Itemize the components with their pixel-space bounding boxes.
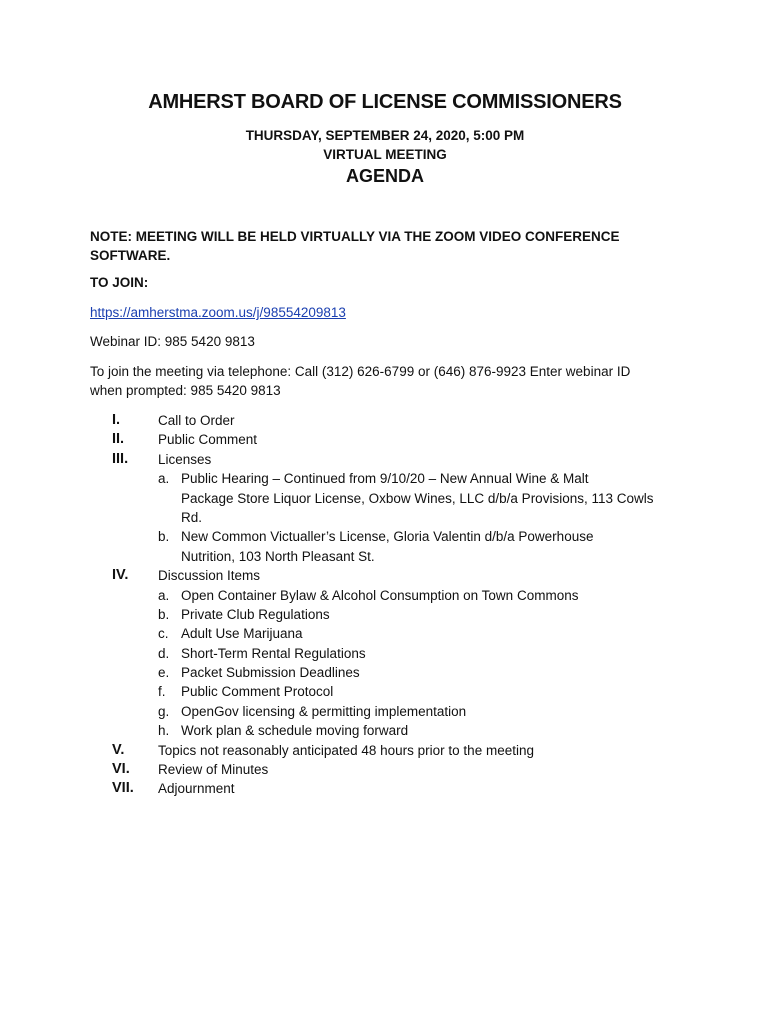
- agenda-heading: AGENDA: [345, 166, 424, 186]
- phone-instructions: [90, 362, 690, 400]
- sub-item-text: Public Hearing – Continued from 9/10/20 – New Annual Wine & Malt: [181, 471, 589, 487]
- item-number: III.: [112, 450, 129, 467]
- document-title: AMHERST BOARD OF LICENSE COMMISSIONERS: [148, 91, 622, 113]
- sub-item-letter: c.: [158, 626, 169, 642]
- agenda-items: [90, 411, 690, 799]
- sub-item: [90, 663, 690, 682]
- item-number: IV.: [112, 567, 129, 584]
- item-number: I.: [112, 412, 121, 428]
- sub-item-letter: a.: [158, 587, 170, 603]
- item-text: Licenses: [158, 451, 212, 467]
- sub-item-text: Packet Submission Deadlines: [181, 665, 360, 681]
- sub-item-text: Rd.: [181, 509, 203, 525]
- sub-item-letter: b.: [158, 529, 170, 545]
- sub-item-text: Open Container Bylaw & Alcohol Consumption on Town Commons: [181, 587, 579, 603]
- sub-item-text: Private Club Regulations: [181, 606, 330, 622]
- meeting-note: [90, 227, 690, 265]
- webinar-id: Webinar ID: 985 5420 9813: [90, 334, 255, 349]
- sub-item: [90, 527, 690, 546]
- agenda-item: [90, 741, 690, 760]
- sub-item-continuation: [90, 508, 690, 527]
- note-line-2: SOFTWARE.: [90, 248, 171, 263]
- sub-item-letter: f.: [158, 684, 166, 700]
- sub-item-continuation: [90, 489, 690, 508]
- sub-item-letter: e.: [158, 665, 170, 681]
- zoom-link-para: [90, 303, 690, 322]
- item-text: Topics not reasonably anticipated 48 hours prior to the meeting: [158, 742, 534, 758]
- item-text: Call to Order: [158, 413, 235, 428]
- sub-item-letter: a.: [158, 471, 170, 487]
- sub-item-letter: d.: [158, 645, 170, 661]
- to-join-label: TO JOIN:: [90, 275, 149, 290]
- sub-item: [90, 644, 690, 663]
- phone-line-1: To join the meeting via telephone: Call (312) 626-6799 or (646) 876-9923 Enter webinar ID: [90, 364, 631, 379]
- sub-item-letter: b.: [158, 606, 170, 622]
- item-text: Review of Minutes: [158, 762, 269, 778]
- note-line-1: NOTE: MEETING WILL BE HELD VIRTUALLY VIA THE ZOOM VIDEO CONFERENCE: [90, 229, 620, 244]
- meeting-datetime: THURSDAY, SEPTEMBER 24, 2020, 5:00 PM: [245, 128, 525, 143]
- sub-item-text: Work plan & schedule moving forward: [181, 723, 409, 739]
- item-number: VII.: [112, 780, 134, 797]
- item-number: V.: [112, 741, 125, 758]
- sub-item-text: New Common Victualler’s License, Gloria Valentin d/b/a Powerhouse: [181, 529, 594, 545]
- sub-item-text: Nutrition, 103 North Pleasant St.: [181, 548, 375, 564]
- sub-item: [90, 586, 690, 605]
- sub-item: [90, 605, 690, 624]
- sub-item-text: Short-Term Rental Regulations: [181, 645, 366, 661]
- item-text: Adjournment: [158, 781, 235, 797]
- sub-item-letter: g.: [158, 703, 170, 719]
- agenda-item: [90, 566, 690, 585]
- sub-item-letter: h.: [158, 723, 170, 739]
- agenda-item: [90, 760, 690, 779]
- sub-item: [90, 702, 690, 721]
- zoom-meeting-link[interactable]: https://amherstma.zoom.us/j/98554209813: [90, 305, 346, 320]
- sub-item-continuation: [90, 547, 690, 566]
- phone-line-2: when prompted: 985 5420 9813: [90, 383, 281, 398]
- sub-item-text: Package Store Liquor License, Oxbow Wines, LLC d/b/a Provisions, 113 Cowls: [181, 490, 654, 506]
- item-number: II.: [112, 431, 125, 448]
- agenda-item: [90, 411, 690, 430]
- agenda-item: [90, 450, 690, 469]
- agenda-item: [90, 779, 690, 798]
- sub-item: [90, 682, 690, 701]
- sub-item-text: Public Comment Protocol: [181, 684, 334, 700]
- item-text: Public Comment: [158, 432, 258, 448]
- agenda-item: [90, 430, 690, 449]
- sub-item: [90, 624, 690, 643]
- item-text: Discussion Items: [158, 568, 261, 584]
- sub-item-text: OpenGov licensing & permitting implementation: [181, 703, 467, 719]
- sub-item: [90, 469, 690, 488]
- item-number: VI.: [112, 761, 130, 778]
- sub-item: [90, 721, 690, 740]
- meeting-type: VIRTUAL MEETING: [323, 147, 447, 162]
- sub-item-text: Adult Use Marijuana: [181, 626, 303, 642]
